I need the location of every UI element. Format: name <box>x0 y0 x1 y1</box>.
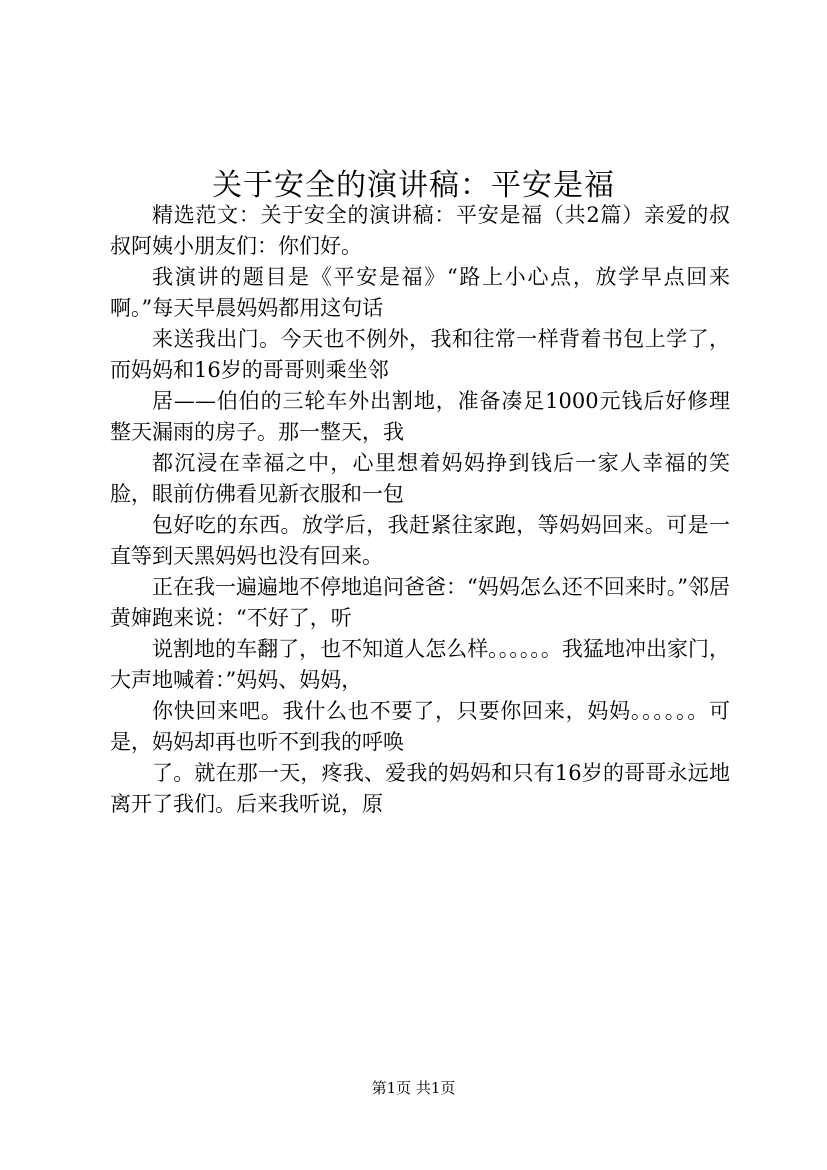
page-number-footer: 第1页 共1页 <box>371 1079 456 1097</box>
paragraph: 包好吃的东西。放学后，我赶紧往家跑，等妈妈回来。可是一直等到天黑妈妈也没有回来。 <box>110 513 730 568</box>
paragraph: 我演讲的题目是《平安是福》“路上小心点，放学早点回来啊。”每天早晨妈妈都用这句话 <box>110 265 730 320</box>
paragraph: 居——伯伯的三轮车外出割地，准备凑足1000元钱后好修理整天漏雨的房子。那一整天，我 <box>110 389 730 444</box>
document-title: 关于安全的演讲稿：平安是福 <box>212 168 615 204</box>
paragraph: 你快回来吧。我什么也不要了，只要你回来，妈妈。。。。。。可是，妈妈却再也听不到我的呼唤 <box>110 699 730 754</box>
document-body <box>110 200 730 820</box>
paragraph: 正在我一遍遍地不停地追问爸爸：“妈妈怎么还不回来时。”邻居黄婶跑来说：“不好了，听 <box>110 575 730 630</box>
paragraph: 来送我出门。今天也不例外，我和往常一样背着书包上学了，而妈妈和16岁的哥哥则乘坐邻 <box>110 327 730 382</box>
paragraph: 精选范文：关于安全的演讲稿：平安是福（共2篇）亲爱的叔叔阿姨小朋友们：你们好。 <box>110 203 730 258</box>
paragraph: 了。就在那一天，疼我、爱我的妈妈和只有16岁的哥哥永远地离开了我们。后来我听说，原 <box>110 761 730 816</box>
paragraph: 都沉浸在幸福之中，心里想着妈妈挣到钱后一家人幸福的笑脸，眼前仿佛看见新衣服和一包 <box>110 451 730 506</box>
paragraph: 说割地的车翻了，也不知道人怎么样。。。。。。我猛地冲出家门，大声地喊着：”妈妈、妈妈， <box>110 637 730 692</box>
